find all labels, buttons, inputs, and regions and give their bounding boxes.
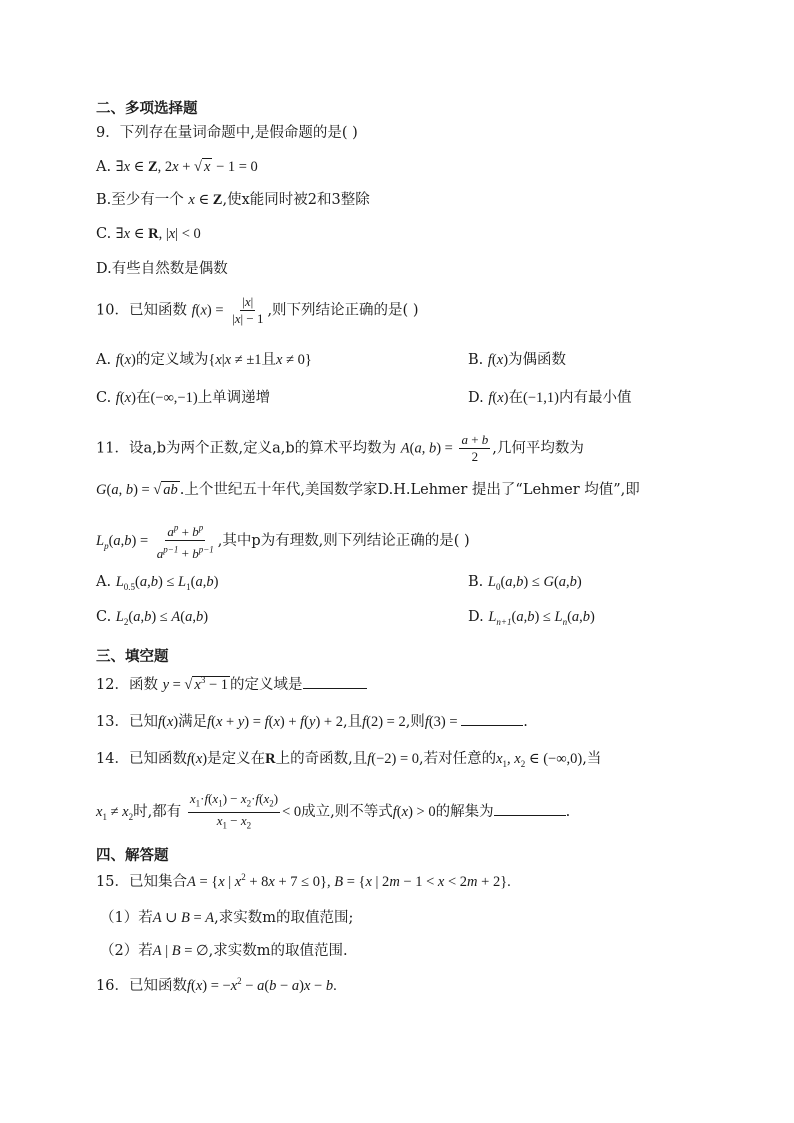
q15-part-1: （1）若A ∪ B = A,求实数m的取值范围; xyxy=(100,910,354,926)
q11-line-2: G(a, b) = √ ab .上个世纪五十年代,美国数学家D.H.Lehmer 提出了“Lehmer 均值”,即 xyxy=(96,482,640,498)
q11-line-3: $L_p(a,b)$ = $\frac{a^p + b^p}{a^{p-1} + b^{p-1}}$ ,其中p为有理数,则下列结论正确的是( ) xyxy=(96,520,470,562)
section-heading-answer: 四、解答题 xyxy=(96,848,169,864)
section-heading-multiple-choice: 二、多项选择题 xyxy=(96,101,198,117)
section-heading-fill-in: 三、填空题 xyxy=(96,649,169,665)
q11-line-1: 11．设a,b为两个正数,定义a,b的算术平均数为 A(a, b) = $\frac{a + b}{2}$ ,几何平均数为 xyxy=(96,432,584,464)
q9-option-c: C. ∃x ∈ R, |x| < 0 xyxy=(96,226,201,242)
q13: 13．已知f(x)满足f(x + y) = f(x) + f(y) + 2,且f(2) = 2,则f(3) = . xyxy=(96,711,528,731)
q12-answer-blank[interactable] xyxy=(303,674,367,689)
q15-part-2: （2）若A | B = ∅,求实数m的取值范围. xyxy=(100,943,348,959)
q13-answer-blank[interactable] xyxy=(461,711,523,726)
q9-option-a: A. ∃x ∈ Z, 2x + √ x − 1 = 0 xyxy=(96,159,258,175)
q14-line-1: 14．已知函数f(x)是定义在R上的奇函数,且f(−2) = 0,若对任意的$x_1$, $x_2$ ∈ (−∞,0),当 xyxy=(96,751,602,769)
q11-options-cd: C. $L_2(a,b) \le A(a,b)$ D. $L_{n+1}(a,b) \le L_n(a,b)$ xyxy=(96,609,595,627)
q10-options-ab: A. f(x)的定义域为{x|x ≠ ±1且x ≠ 0} B. f(x)为偶函数 xyxy=(96,352,567,368)
q12: 12．函数 y = √ $x^3 - 1$ 的定义域是 xyxy=(96,674,367,694)
q9-stem: 9．下列存在量词命题中,是假命题的是( ) xyxy=(96,125,358,141)
q15-stem: 15．已知集合A = {x | $x^2 + 8x + 7 \le 0$}, B = {x | 2m − 1 < x < 2m + 2}. xyxy=(96,872,511,890)
q10-stem: 10．已知函数 f(x) = $\frac{|x|}{|x| - 1}$ ,则下列结论正确的是( ) xyxy=(96,294,419,326)
q9-option-b: B.至少有一个 x ∈ Z,使x能同时被2和3整除 xyxy=(96,192,370,208)
q11-options-ab: A. $L_{0.5}(a,b) \le L_1(a,b)$ B. $L_0(a,b) \le G(a,b)$ xyxy=(96,574,582,592)
q9-option-d: D.有些自然数是偶数 xyxy=(96,261,228,277)
q14-line-2: $x_1 \ne x_2$时,都有 $\frac{x_1\cdot f(x_1) - x_2\cdot f(x_2)}{x_1 - x_2}$ < 0成立,则不等式f(x) > 0的解集为 . xyxy=(96,791,571,831)
q10-options-cd: C. f(x)在(−∞,−1)上单调递增 D. f(x)在(−1,1)内有最小值 xyxy=(96,390,632,406)
q16-stem: 16．已知函数$f(x) = -x^2 - a(b - a)x - b$. xyxy=(96,976,337,994)
q14-answer-blank[interactable] xyxy=(494,801,566,816)
